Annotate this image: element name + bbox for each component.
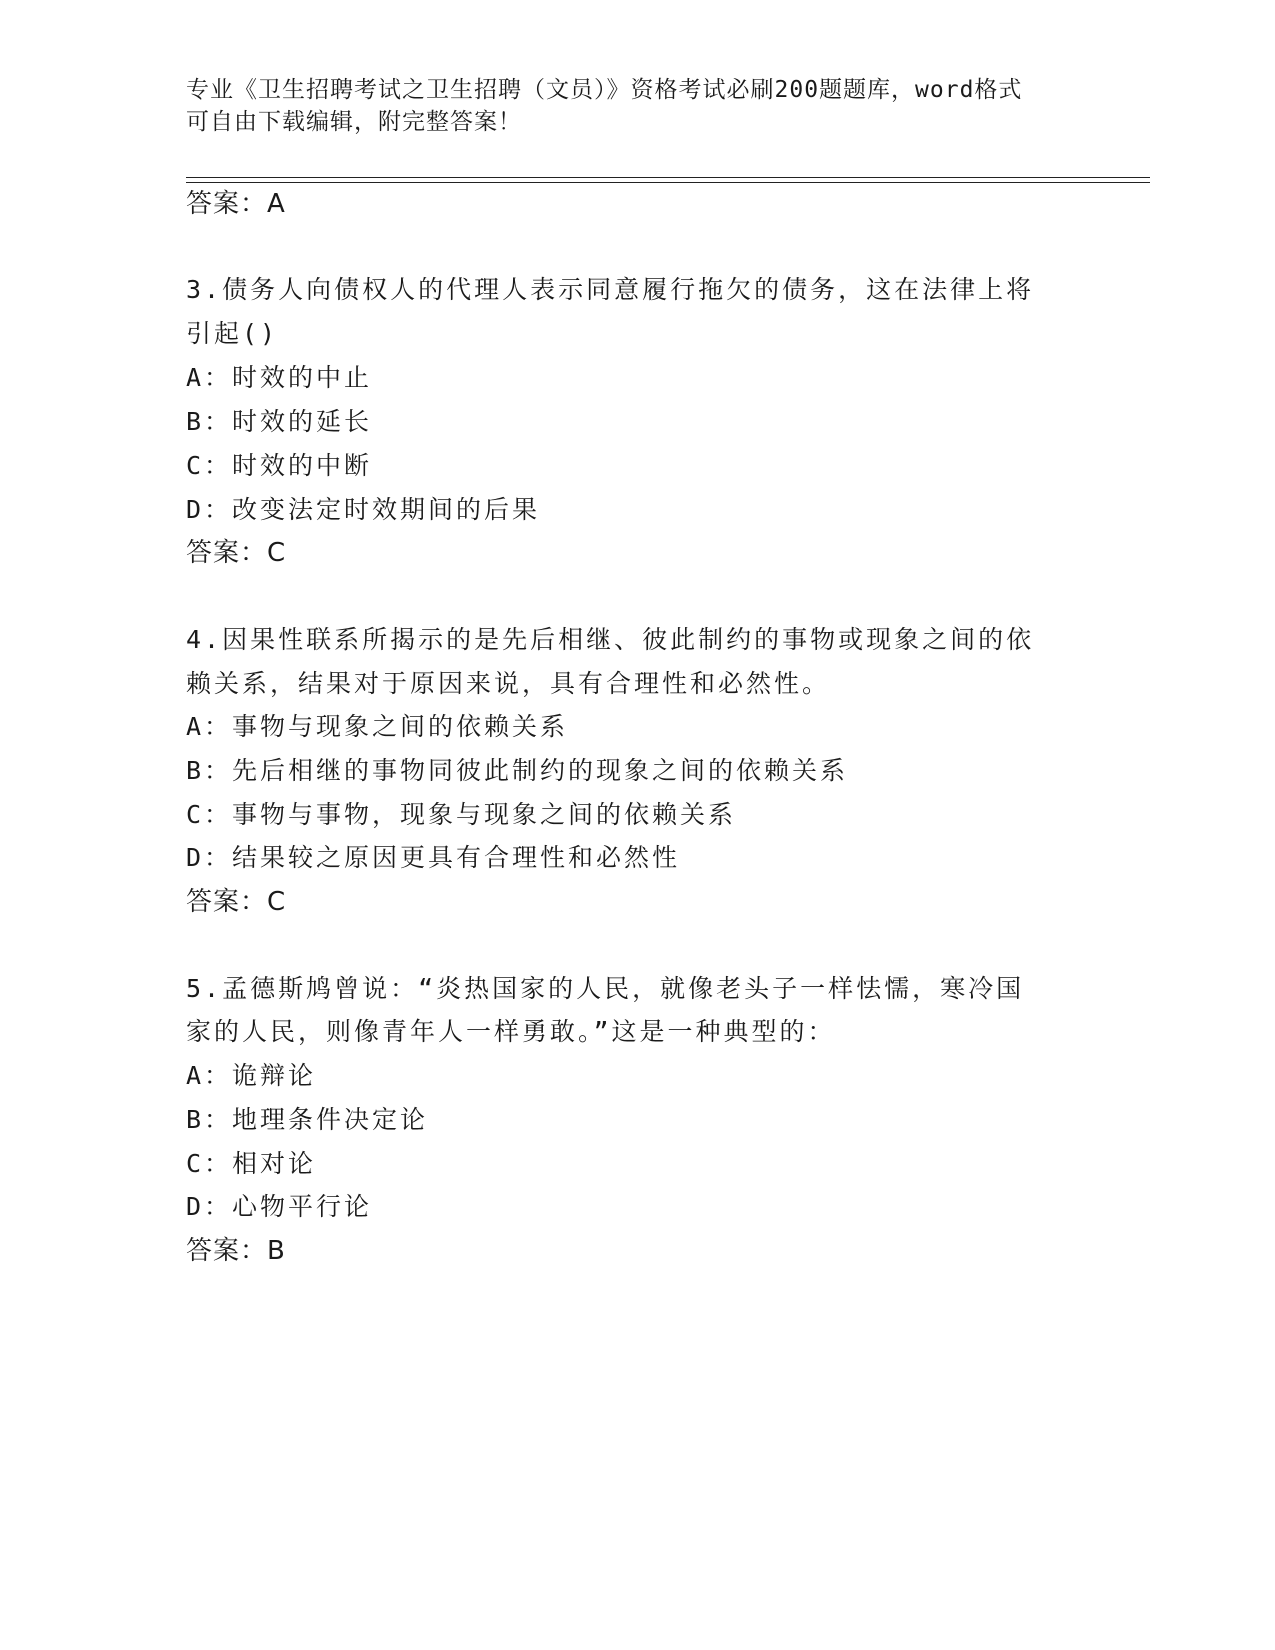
question-4-text-line-1: 4.因果性联系所揭示的是先后相继、彼此制约的事物或现象之间的依 [186, 625, 1035, 654]
question-4-option-c: C：事物与事物，现象与现象之间的依赖关系 [186, 800, 737, 829]
question-3-answer: 答案：C [186, 538, 287, 568]
header-line-1: 专业《卫生招聘考试之卫生招聘（文员）》资格考试必刷200题题库，word格式 [186, 77, 1023, 103]
question-3-option-b: B：时效的延长 [186, 407, 373, 436]
question-5-answer: 答案：B [186, 1236, 286, 1266]
header-rule-top [186, 177, 1150, 178]
question-3-text-line-2: 引起() [186, 319, 279, 348]
question-5-text-line-2: 家的人民，则像青年人一样勇敢。”这是一种典型的： [186, 1017, 836, 1046]
question-5-option-d: D：心物平行论 [186, 1192, 373, 1221]
header-line-2: 可自由下载编辑，附完整答案！ [186, 109, 522, 135]
question-3-option-a: A：时效的中止 [186, 363, 373, 392]
question-3-text-line-1: 3.债务人向债权人的代理人表示同意履行拖欠的债务，这在法律上将 [186, 275, 1035, 304]
question-4-option-b: B：先后相继的事物同彼此制约的现象之间的依赖关系 [186, 756, 849, 785]
question-3-option-d: D：改变法定时效期间的后果 [186, 495, 541, 524]
question-5-text-line-1: 5.孟德斯鸠曾说：“炎热国家的人民，就像老头子一样怯懦，寒冷国 [186, 974, 1025, 1003]
header-rule-bottom [186, 182, 1150, 183]
question-4-option-a: A：事物与现象之间的依赖关系 [186, 712, 569, 741]
question-5-option-b: B：地理条件决定论 [186, 1105, 429, 1134]
question-5-option-c: C：相对论 [186, 1149, 317, 1178]
question-4-text-line-2: 赖关系，结果对于原因来说，具有合理性和必然性。 [186, 669, 831, 698]
question-4-answer: 答案：C [186, 887, 287, 917]
previous-answer: 答案：A [186, 189, 286, 219]
question-4-option-d: D：结果较之原因更具有合理性和必然性 [186, 843, 681, 872]
question-5-option-a: A：诡辩论 [186, 1061, 317, 1090]
question-3-option-c: C：时效的中断 [186, 451, 373, 480]
document-header [186, 74, 1086, 138]
